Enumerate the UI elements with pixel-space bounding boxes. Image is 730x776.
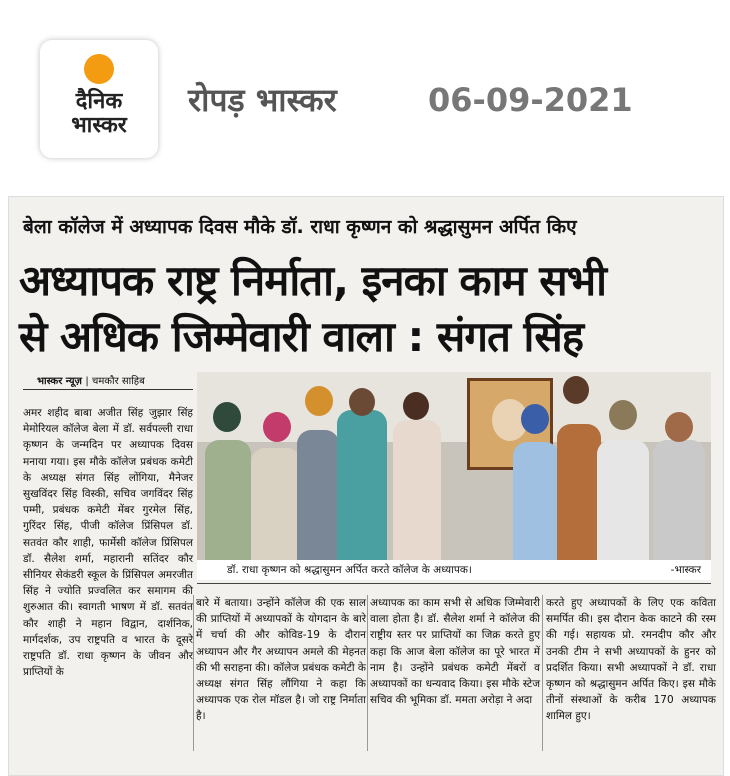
caption-rule <box>197 583 711 584</box>
logo-line1: दैनिक <box>75 89 123 114</box>
byline <box>37 373 145 387</box>
article-photo <box>197 372 711 560</box>
byline-location: | चमकौर साहिब <box>85 376 145 387</box>
photo-caption <box>197 560 711 580</box>
article-kicker: बेला कॉलेज में अध्यापक दिवस मौके डॉ. राधा कृष्णन को श्रद्धासुमन अर्पित किए <box>23 216 577 238</box>
headline-line1: अध्यापक राष्ट्र निर्माता, इनका काम सभी <box>19 256 606 305</box>
column-divider <box>367 595 368 751</box>
photo-caption-text: डॉ. राधा कृष्णन को श्रद्धासुमन अर्पित करते कॉलेज के अध्यापक। <box>227 564 472 576</box>
photo-credit: -भास्कर <box>670 564 701 576</box>
column-divider <box>193 595 194 751</box>
newspaper-clipping <box>8 196 724 776</box>
page-header <box>0 0 730 190</box>
dainik-bhaskar-logo[interactable] <box>40 40 158 158</box>
column-divider <box>542 595 543 751</box>
article-column-2: बारे में बताया। उन्होंने कॉलेज की एक साल की प्राप्तियों में अध्यापकों के योगदान के बारे में चर्चा की और कोविड-19 के दौरान अध्यापन और गैर अध्यापन अमले की मेहनत की भी सराहना की। कॉलेज प्रबंधक कमेटी के अध्यक्ष संगत सिंह लौंगिया ने कहा कि अध्यापक एक रोल मॉडल है। जो राष्ट्र निर्माता है। <box>196 597 366 723</box>
article-column-3: अध्यापक का काम सभी से अधिक जिम्मेवारी वाला होता है। डॉ. सैलेश शर्मा ने कॉलेज की राष्ट्रीय स्तर पर प्राप्तियों का जिक्र करते हुए कहा कि आज बेला कॉलेज का पूरे भारत में नाम है। उन्होंने प्रबंधक कमेटी मेंबरों व अध्यापकों का धन्यवाद किया। इस मौके स्टेज सचिव की भूमिका डॉ. ममता अरोड़ा ने अदा <box>370 597 540 707</box>
article-column-4: करते हुए अध्यापकों के लिए एक कविता समर्पित की। इस दौरान केक काटने की रस्म की गई। सहायक प्रो. रमनदीप कौर और उनकी टीम ने सभी अध्यापकों के हुनर को प्रदर्शित किया। सभी अध्यापकों ने डॉ. राधा कृष्णन को श्रद्धासुमन अर्पित किए। इस मौके तीनों संस्थाओं के करीब 170 अध्यापक शामिल हुए। <box>546 597 716 723</box>
edition-date: 06-09-2021 <box>428 81 633 119</box>
headline-line2: से अधिक जिम्मेवारी वाला : संगत सिंह <box>19 312 584 361</box>
logo-line2: भास्कर <box>71 113 127 138</box>
article-column-1: अमर शहीद बाबा अजीत सिंह जुझार सिंह मेमोरियल कॉलेज बेला में डॉ. सर्वपल्ली राधा कृष्णन के जन्मदिन पर अध्यापक दिवस मनाया गया। इस मौके कॉलेज प्रबंधक कमेटी के अध्यक्ष संगत सिंह लोंगिया, मैनेजर सुखविंदर सिंह विस्की, सचिव जगविंदर सिंह पम्मी, प्रबंधक कमेटी मेंबर गुरमेल सिंह, गुरिंदर सिंह, पीजी कॉलेज प्रिंसिपल डॉ. सतवंत कौर शाही, फार्मेसी कॉलेज प्रिंसिपल डॉ. सैलेश शर्मा, महारानी सतिंदर कौर सीनियर सेकंडरी स्कूल के प्रिंसिपल अमरजीत सिंह ने ज्योति प्रज्वलित कर समागम की शुरुआत की। स्वागती भाषण में डॉ. सतवंत कौर शाही ने महान विद्वान, दार्शनिक, मार्गदर्शक, उप राष्ट्रपति व भारत के दूसरे राष्ट्रपति डॉ. राधा कृष्णन के जीवन और प्राप्तियों के <box>23 407 193 679</box>
edition-name: रोपड़ भास्कर <box>188 81 337 119</box>
sun-icon <box>84 54 114 84</box>
byline-rule <box>23 389 193 390</box>
byline-source: भास्कर न्यूज़ <box>37 376 82 387</box>
